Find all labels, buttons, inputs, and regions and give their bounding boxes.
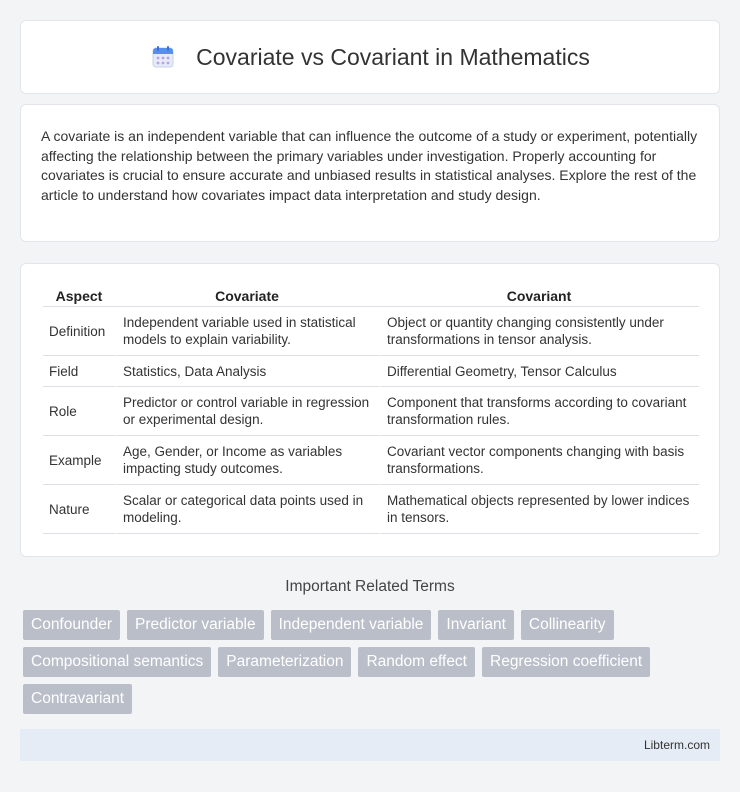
cell-covariate: Scalar or categorical data points used in modeling. [115, 485, 379, 534]
tag-row [23, 610, 713, 640]
cell-covariate: Independent variable used in statistical models to explain variability. [115, 307, 379, 356]
tag-random-effect[interactable]: Random effect [358, 647, 475, 677]
tag-confounder[interactable]: Confounder [23, 610, 120, 640]
table-row [43, 356, 699, 387]
table-row [43, 307, 699, 356]
cell-covariant: Component that transforms according to covariant transformation rules. [379, 387, 699, 436]
calendar-icon [150, 44, 176, 70]
cell-covariant: Object or quantity changing consistently under transformations in tensor analysis. [379, 307, 699, 356]
header-covariant: Covariant [379, 284, 699, 307]
tag-predictor-variable[interactable]: Predictor variable [127, 610, 264, 640]
tag-parameterization[interactable]: Parameterization [218, 647, 351, 677]
header-aspect: Aspect [43, 284, 115, 307]
cell-covariant: Mathematical objects represented by lower indices in tensors. [379, 485, 699, 534]
page-title: Covariate vs Covariant in Mathematics [196, 43, 590, 70]
comparison-table-card [20, 263, 720, 557]
cell-covariate: Predictor or control variable in regression or experimental design. [115, 387, 379, 436]
cell-covariant: Differential Geometry, Tensor Calculus [379, 356, 699, 387]
table-header-row [43, 284, 699, 307]
header-card [20, 20, 720, 94]
tag-collinearity[interactable]: Collinearity [521, 610, 614, 640]
related-terms-title: Important Related Terms [285, 578, 455, 595]
table-row [43, 387, 699, 436]
comparison-table [43, 284, 699, 534]
table-row [43, 436, 699, 485]
cell-covariant: Covariant vector components changing with basis transformations. [379, 436, 699, 485]
intro-card [20, 104, 720, 242]
cell-aspect: Role [43, 387, 115, 436]
tag-invariant[interactable]: Invariant [438, 610, 513, 640]
cell-aspect: Nature [43, 485, 115, 534]
tag-regression-coefficient[interactable]: Regression coefficient [482, 647, 650, 677]
related-terms-tags [23, 610, 713, 721]
cell-aspect: Example [43, 436, 115, 485]
cell-aspect: Field [43, 356, 115, 387]
tag-independent-variable[interactable]: Independent variable [271, 610, 432, 640]
footer-site-link[interactable]: Libterm.com [643, 738, 710, 752]
tag-compositional-semantics[interactable]: Compositional semantics [23, 647, 211, 677]
cell-covariate: Age, Gender, or Income as variables impacting study outcomes. [115, 436, 379, 485]
tag-row [23, 647, 713, 677]
intro-paragraph: A covariate is an independent variable that can influence the outcome of a study or experiment, potentially affecting the relationship between the primary variables under investigation. Properly accounting for covariates is crucial to ensure accurate and unbiased results in statistical analyses. Explore the rest of the article to understand how covariates impact data interpretation and study design. [41, 128, 698, 203]
table-row [43, 485, 699, 534]
header-covariate: Covariate [115, 284, 379, 307]
tag-row [23, 684, 713, 714]
tag-contravariant[interactable]: Contravariant [23, 684, 132, 714]
footer [20, 729, 720, 761]
cell-aspect: Definition [43, 307, 115, 356]
cell-covariate: Statistics, Data Analysis [115, 356, 379, 387]
